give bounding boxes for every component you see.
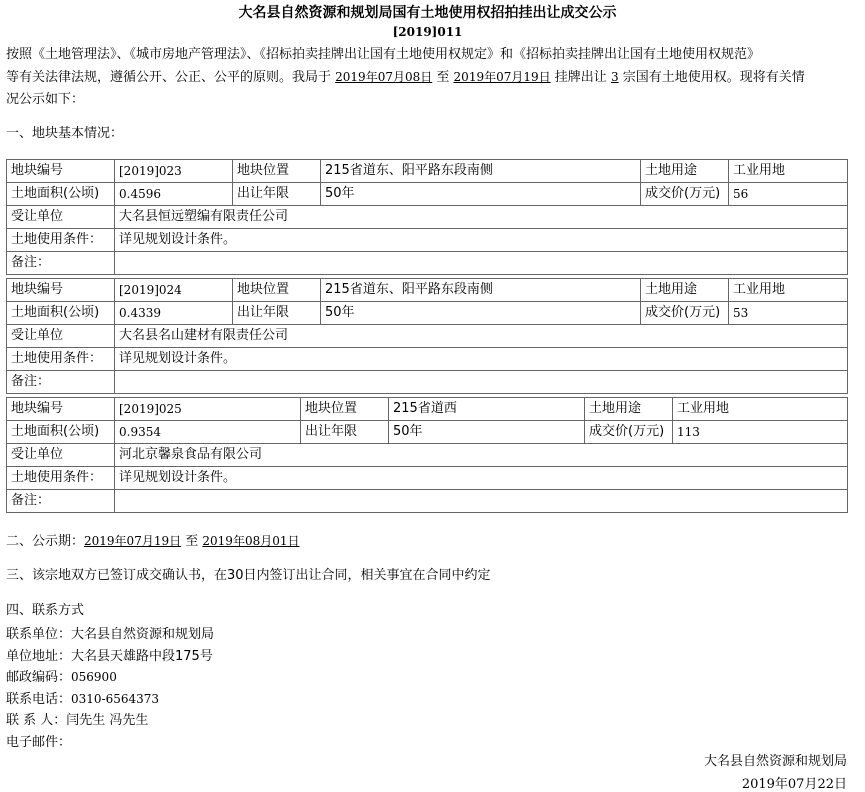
label-remarks: 备注：	[7, 490, 115, 513]
section4-title: 四、联系方式	[6, 603, 85, 618]
table-row	[7, 444, 848, 467]
plot-table-2	[6, 278, 848, 394]
plot-winner: 大名县恒远塑编有限责任公司	[115, 206, 848, 229]
table-row	[7, 229, 848, 252]
intro-text-3: 挂牌出让	[554, 70, 607, 85]
contact-phone-row	[6, 689, 214, 711]
label-use: 土地用途	[641, 279, 729, 302]
table-row	[7, 325, 848, 348]
table-row	[7, 183, 848, 206]
contact-phone: 0310-6564373	[71, 691, 160, 706]
contact-unit-label: 联系单位：	[6, 627, 72, 642]
contact-email-label: 电子邮件：	[6, 734, 72, 750]
plot-remarks	[115, 371, 848, 394]
plot-area: 0.4339	[115, 302, 233, 325]
contact-block	[6, 624, 214, 753]
table-row	[7, 398, 848, 421]
contact-phone-label: 联系电话：	[6, 691, 72, 707]
label-winner: 受让单位	[7, 206, 115, 229]
label-use: 土地用途	[585, 398, 673, 421]
plot-term: 50年	[321, 302, 641, 325]
intro-text-4: 宗国有土地使用权。现将有关情	[622, 70, 805, 85]
listing-end-date: 2019年07月19日	[453, 70, 551, 84]
plot-conditions: 详见规划设计条件。	[115, 229, 848, 252]
label-conditions: 土地使用条件：	[7, 467, 115, 490]
contact-person: 闫先生 冯先生	[66, 713, 149, 728]
contact-person-row	[6, 710, 214, 732]
notice-start-date: 2019年07月19日	[84, 534, 182, 548]
label-location: 地块位置	[233, 160, 321, 183]
notice-title: 大名县自然资源和规划局国有土地使用权招拍挂出让成交公示	[238, 5, 617, 21]
contact-postcode-row	[6, 667, 214, 689]
label-conditions: 土地使用条件：	[7, 229, 115, 252]
section2-to: 至	[185, 534, 199, 549]
label-location: 地块位置	[233, 279, 321, 302]
label-term: 出让年限	[233, 183, 321, 206]
label-price: 成交价(万元)	[641, 183, 729, 206]
label-area: 土地面积(公顷)	[7, 302, 115, 325]
label-winner: 受让单位	[7, 325, 115, 348]
plot-winner: 大名县名山建材有限责任公司	[115, 325, 848, 348]
plot-location: 215省道西	[389, 398, 585, 421]
label-area: 土地面积(公顷)	[7, 183, 115, 206]
intro-to: 至	[436, 70, 450, 85]
label-term: 出让年限	[301, 421, 389, 444]
footer-date: 2019年07月22日	[741, 777, 847, 792]
plot-count: 3	[610, 70, 619, 84]
plot-use: 工业用地	[673, 398, 848, 421]
section3: 三、该宗地双方已签订成交确认书，在30日内签订出让合同，相关事宜在合同中约定	[6, 568, 491, 583]
contact-email-row	[6, 732, 214, 754]
label-remarks: 备注：	[7, 371, 115, 394]
plot-conditions: 详见规划设计条件。	[115, 348, 848, 371]
plot-price: 113	[673, 421, 848, 444]
table-row	[7, 348, 848, 371]
plot-no: [2019]024	[115, 279, 233, 302]
table-row	[7, 279, 848, 302]
doc-number: [2019]011	[392, 25, 463, 39]
listing-start-date: 2019年07月08日	[335, 70, 433, 84]
plot-table-1	[6, 159, 848, 275]
label-plot-no: 地块编号	[7, 398, 115, 421]
label-plot-no: 地块编号	[7, 279, 115, 302]
label-price: 成交价(万元)	[585, 421, 673, 444]
plot-use: 工业用地	[729, 279, 848, 302]
table-row	[7, 467, 848, 490]
contact-address-row	[6, 646, 214, 668]
plot-area: 0.9354	[115, 421, 301, 444]
intro-text-2: 等有关法律法规，遵循公开、公正、公平的原则。我局于	[6, 70, 332, 85]
plot-location: 215省道东、阳平路东段南侧	[321, 160, 641, 183]
table-row	[7, 302, 848, 325]
table-row	[7, 421, 848, 444]
plot-term: 50年	[321, 183, 641, 206]
plot-table-3	[6, 397, 848, 513]
plot-use: 工业用地	[729, 160, 848, 183]
plot-price: 53	[729, 302, 848, 325]
section1-title: 一、地块基本情况：	[6, 126, 124, 141]
label-winner: 受让单位	[7, 444, 115, 467]
contact-person-label: 联 系 人：	[6, 713, 67, 728]
label-area: 土地面积(公顷)	[7, 421, 115, 444]
label-term: 出让年限	[233, 302, 321, 325]
contact-unit-row	[6, 624, 214, 646]
table-row	[7, 160, 848, 183]
label-price: 成交价(万元)	[641, 302, 729, 325]
section2	[6, 531, 300, 552]
intro-text-1: 按照《土地管理法》、《城市房地产管理法》、《招标拍卖挂牌出让国有土地使用权规定》和《招标拍卖挂牌出让国有土地使用权规范》	[6, 47, 761, 62]
label-plot-no: 地块编号	[7, 160, 115, 183]
plot-remarks	[115, 252, 848, 275]
contact-address: 大名县天雄路中段175号	[71, 648, 213, 664]
contact-postcode-label: 邮政编码：	[6, 670, 72, 685]
plot-remarks	[115, 490, 848, 513]
plot-term: 50年	[389, 421, 585, 444]
section2-label: 二、公示期：	[6, 534, 85, 549]
plot-price: 56	[729, 183, 848, 206]
contact-address-label: 单位地址：	[6, 648, 72, 664]
plot-no: [2019]025	[115, 398, 301, 421]
table-row	[7, 371, 848, 394]
contact-postcode: 056900	[71, 670, 117, 684]
footer-organization: 大名县自然资源和规划局	[703, 754, 847, 769]
plot-no: [2019]023	[115, 160, 233, 183]
plot-area: 0.4596	[115, 183, 233, 206]
contact-unit: 大名县自然资源和规划局	[71, 627, 215, 642]
table-row	[7, 252, 848, 275]
plot-winner: 河北京馨泉食品有限公司	[115, 444, 848, 467]
intro-paragraph	[6, 44, 851, 111]
notice-end-date: 2019年08月01日	[202, 534, 300, 548]
plot-conditions: 详见规划设计条件。	[115, 467, 848, 490]
label-conditions: 土地使用条件：	[7, 348, 115, 371]
label-use: 土地用途	[641, 160, 729, 183]
label-remarks: 备注：	[7, 252, 115, 275]
intro-text-5: 况公示如下：	[6, 92, 85, 107]
label-location: 地块位置	[301, 398, 389, 421]
table-row	[7, 206, 848, 229]
plot-location: 215省道东、阳平路东段南侧	[321, 279, 641, 302]
table-row	[7, 490, 848, 513]
